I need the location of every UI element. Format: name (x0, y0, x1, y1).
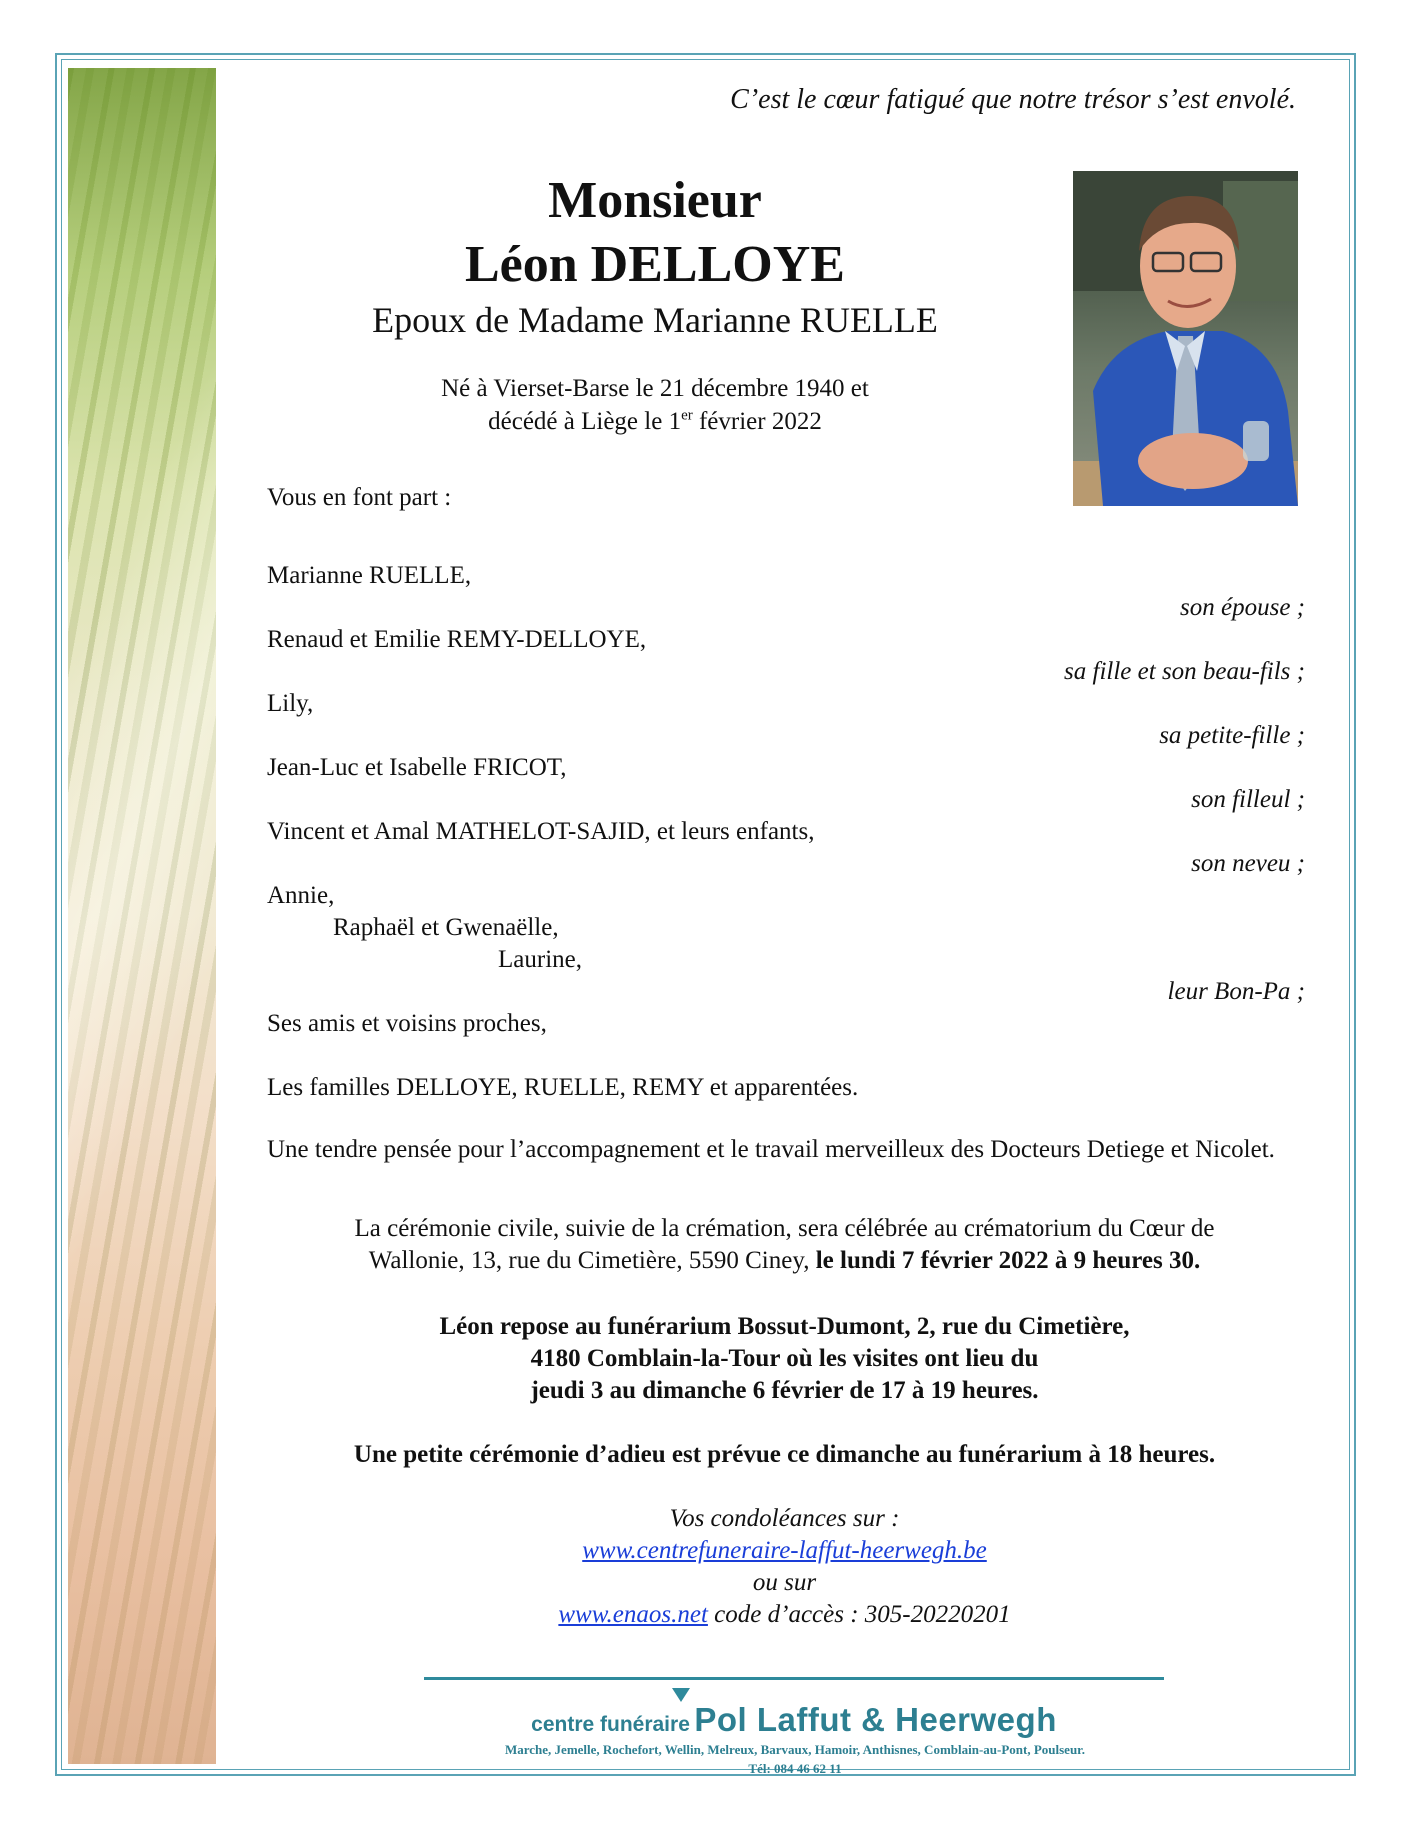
thanks-paragraph: Une tendre pensée pour l’accompagnement et le travail merveilleux des Docteurs Detiege et Nicolet. (267, 1136, 1275, 1163)
condolences-intro: Vos condoléances sur : (669, 1505, 900, 1532)
footer-divider (424, 1677, 1164, 1680)
access-code: code d’accès : 305-20220201 (707, 1601, 1011, 1628)
announce-line: Vous en font part : (267, 484, 452, 511)
spouse-line: Epoux de Madame Marianne RUELLE (372, 300, 938, 340)
opening-quote: C’est le cœur fatigué que notre trésor s’est envolé. (730, 84, 1296, 115)
footer-triangle-icon (672, 1688, 690, 1702)
ceremony-paragraph (267, 1213, 1302, 1277)
farewell-line: Une petite cérémonie d’adieu est prévue ce dimanche au funérarium à 18 heures. (353, 1441, 1216, 1468)
footer-phone: Tél: 084 46 62 11 (748, 1761, 842, 1776)
condolences-or: ou sur (752, 1569, 817, 1596)
family-relation-3: son filleul ; (1191, 786, 1305, 813)
grandchild-line-1: Annie, (267, 882, 335, 909)
death-line: décédé à Liège le 1er février 2022 (488, 407, 822, 435)
family-name-1: Renaud et Emilie REMY-DELLOYE, (267, 626, 647, 653)
deceased-portrait (1073, 171, 1298, 506)
family-relation-0: son épouse ; (1180, 594, 1305, 621)
family-relation-4: son neveu ; (1191, 850, 1305, 877)
deceased-name: Léon DELLOYE (465, 236, 845, 293)
grandchild-line-2: Raphaël et Gwenaëlle, (333, 914, 559, 941)
ceremony-line-1: La cérémonie civile, suivie de la crémation, sera célébrée au crématorium du Cœur de (354, 1215, 1215, 1242)
rest-line-3: jeudi 3 au dimanche 6 février de 17 à 19 heures. (530, 1377, 1039, 1404)
family-name-4: Vincent et Amal MATHELOT-SAJID, et leurs enfants, (267, 818, 815, 845)
family-name-0: Marianne RUELLE, (267, 562, 472, 589)
friends-line: Ses amis et voisins proches, (267, 1010, 547, 1037)
logo-brand: Pol Laffut & Heerwegh (694, 1701, 1057, 1738)
logo-prefix: centre funéraire (531, 1713, 690, 1736)
rest-line-1: Léon repose au funérarium Bossut-Dumont, 2, rue du Cimetière, (439, 1313, 1130, 1340)
footer-towns: Marche, Jemelle, Rochefort, Wellin, Melreux, Barvaux, Hamoir, Anthisnes, Comblain-au-Pont, Poulseur. (504, 1742, 1086, 1757)
birth-line: Né à Vierset-Barse le 21 décembre 1940 et (441, 375, 869, 402)
ceremony-line-2: Wallonie, 13, rue du Cimetière, 5590 Ciney, le lundi 7 février 2022 à 9 heures 30. (368, 1247, 1201, 1274)
condolences-link-enaos[interactable]: www.enaos.net (558, 1601, 708, 1628)
condolences-link-funeral-home[interactable]: www.centrefuneraire-laffut-heerwegh.be (582, 1537, 987, 1564)
families-line: Les familles DELLOYE, RUELLE, REMY et apparentées. (267, 1074, 859, 1101)
family-relation-1: sa fille et son beau-fils ; (1064, 658, 1305, 685)
grandchildren-relation: leur Bon-Pa ; (1167, 978, 1305, 1005)
family-relation-2: sa petite-fille ; (1159, 722, 1305, 749)
forest-path-photo (68, 68, 216, 1764)
footer-logo (424, 1701, 1164, 1739)
condolences-block (267, 1503, 1302, 1631)
family-name-3: Jean-Luc et Isabelle FRICOT, (267, 754, 567, 781)
rest-line-2: 4180 Comblain-la-Tour où les visites ont lieu du (530, 1345, 1039, 1372)
grandchild-line-3: Laurine, (498, 946, 582, 973)
family-name-2: Lily, (267, 690, 314, 717)
rest-paragraph (267, 1311, 1302, 1407)
birth-death-info (270, 372, 1040, 438)
deceased-title: Monsieur (548, 172, 762, 229)
